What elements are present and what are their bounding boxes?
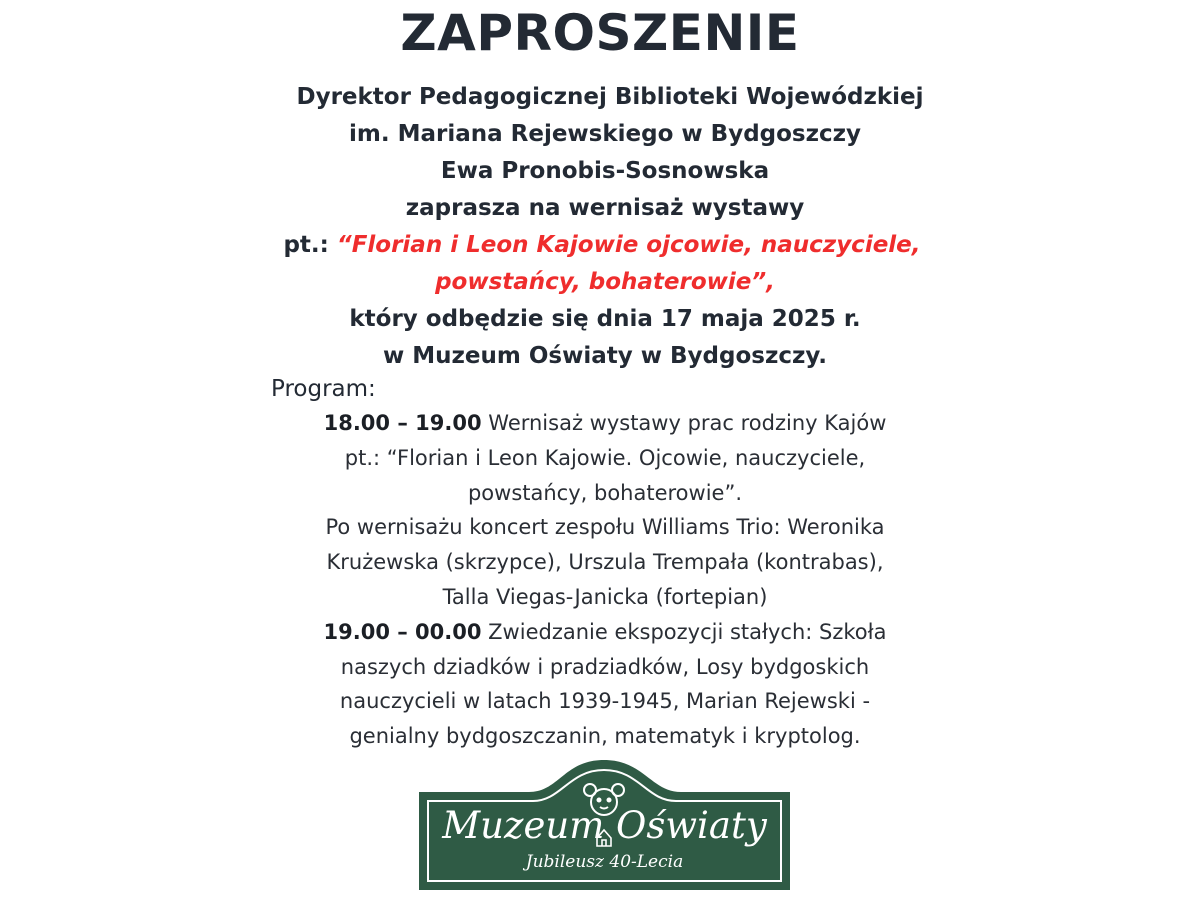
logo-jubilee-subtitle: Jubileusz 40-Lecia	[525, 852, 684, 872]
program-label: Program:	[271, 376, 376, 402]
program-item-1-line-3: powstańcy, bohaterowie”.	[467, 480, 743, 505]
exhibition-title-line-2: powstańcy, bohaterowie”,	[435, 269, 775, 295]
director-institution-line: Dyrektor Pedagogicznej Biblioteki Wojewódzkiej	[296, 84, 924, 110]
program-item-2-line-2: naszych dziadków i pradziadków, Losy bydgoskich	[340, 654, 870, 679]
program-item-1-line-2: pt.: “Florian i Leon Kajowie. Ojcowie, nauczyciele,	[344, 445, 866, 470]
event-date-line: który odbędzie się dnia 17 maja 2025 r.	[349, 306, 861, 332]
program-item-1-line-1	[0, 406, 1200, 441]
program-item-1-line-4: Po wernisażu koncert zespołu Williams Trio: Weronika	[325, 515, 885, 540]
institution-patron-line: im. Mariana Rejewskiego w Bydgoszczy	[348, 121, 862, 147]
program-list	[0, 406, 1200, 754]
invitation-header	[0, 79, 1200, 375]
invitation-line: zaprasza na wernisaż wystawy	[405, 195, 805, 221]
program-item-2-line-4: genialny bydgoszczanin, matematyk i kryptolog.	[349, 724, 861, 749]
pt-prefix: pt.:	[283, 232, 329, 258]
logo-museum-name: Muzeum Oświaty	[442, 804, 767, 847]
exhibition-title-part-1: “Florian i Leon Kajowie ojcowie, nauczyciele,	[336, 232, 921, 258]
program-item-1-time: 18.00 – 19.00	[323, 411, 482, 435]
invitation-title: ZAPROSZENIE	[400, 4, 800, 62]
program-item-2-time: 19.00 – 00.00	[323, 619, 482, 644]
program-item-1-text: Wernisaż wystawy prac rodziny Kajów	[488, 411, 887, 435]
program-item-2-line-3: nauczycieli w latach 1939-1945, Marian Rejewski -	[339, 689, 871, 714]
event-venue-line: w Muzeum Oświaty w Bydgoszczy.	[383, 343, 827, 369]
program-item-2-line-1	[0, 615, 1200, 650]
program-item-1-line-5: Krużewska (skrzypce), Urszula Trempała (kontrabas),	[326, 550, 884, 575]
program-item-2-text: Zwiedzanie ekspozycji stałych: Szkoła	[488, 619, 887, 644]
program-item-1-line-6: Talla Viegas-Janicka (fortepian)	[442, 584, 768, 609]
museum-logo	[419, 760, 790, 890]
director-name: Ewa Pronobis-Sosnowska	[440, 158, 770, 184]
exhibition-title-line-1	[0, 227, 1200, 264]
